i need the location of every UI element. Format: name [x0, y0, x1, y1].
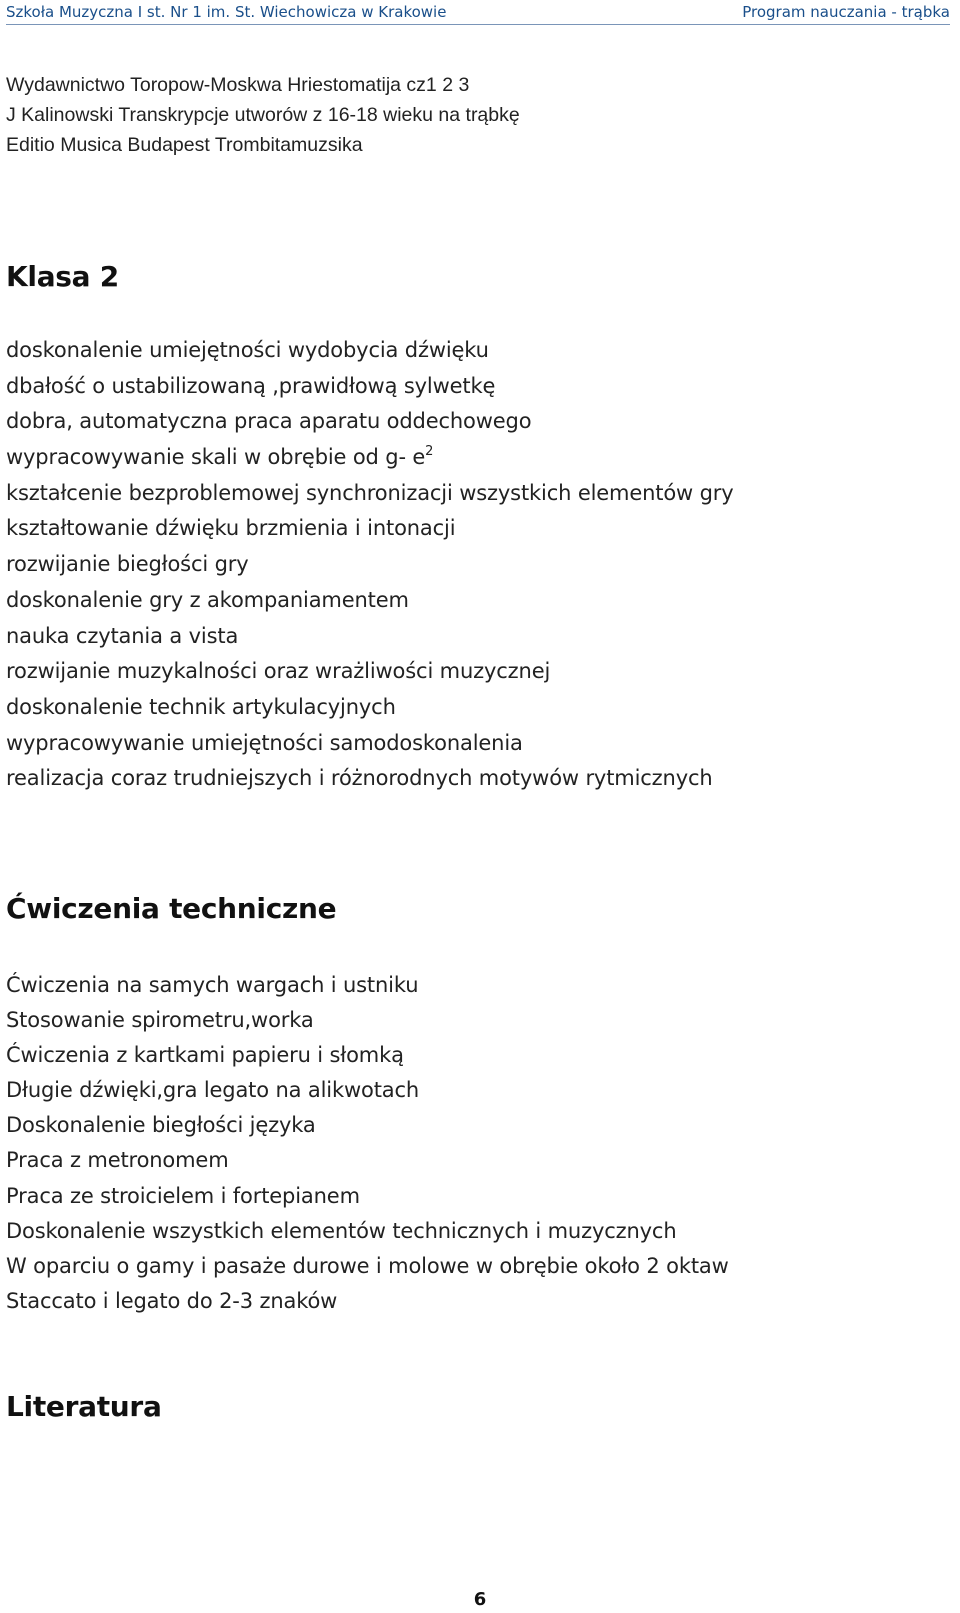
- goal-item: doskonalenie gry z akompaniamentem: [6, 587, 409, 612]
- goal-item: doskonalenie technik artykulacyjnych: [6, 694, 396, 719]
- section-heading-klasa: Klasa 2: [6, 260, 119, 293]
- page-number: 6: [473, 1589, 487, 1610]
- exercises-list: [6, 968, 729, 1319]
- goal-item: rozwijanie biegłości gry: [6, 552, 249, 577]
- goals-list: [6, 333, 734, 797]
- header-school-name: Szkoła Muzyczna I st. Nr 1 im. St. Wiechowicza w Krakowie: [6, 3, 447, 21]
- exercise-item: Stosowanie spirometru,worka: [6, 1008, 314, 1033]
- section-heading-literature: Literatura: [6, 1390, 162, 1423]
- goal-item: doskonalenie umiejętności wydobycia dźwięku: [6, 338, 489, 362]
- goal-item: wypracowywanie skali w obrębie od g- $e^2$: [6, 444, 434, 470]
- goal-item: dobra, automatyczna praca aparatu oddechowego: [6, 409, 532, 434]
- goal-item: nauka czytania a vista: [6, 623, 239, 648]
- goal-item: kształtowanie dźwięku brzmienia i intonacji: [6, 516, 456, 541]
- exercise-item: Długie dźwięki,gra legato na alikwotach: [6, 1078, 420, 1103]
- page-header: [6, 0, 950, 25]
- goal-item: kształcenie bezproblemowej synchronizacji wszystkich elementów gry: [6, 480, 734, 505]
- reference-item: Wydawnictwo Toropow-Moskwa Hriestomatija cz1 2 3: [6, 74, 470, 96]
- reference-item: J Kalinowski Transkrypcje utworów z 16-18 wieku na trąbkę: [6, 104, 520, 126]
- goal-item: dbałość o ustabilizowaną ,prawidłową sylwetkę: [6, 373, 496, 398]
- exercise-item: W oparciu o gamy i pasaże durowe i molowe w obrębie około 2 oktaw: [6, 1253, 729, 1278]
- superscript: 2: [425, 444, 434, 460]
- section-heading-exercises: Ćwiczenia techniczne: [6, 892, 337, 925]
- goal-item: wypracowywanie umiejętności samodoskonalenia: [6, 730, 523, 755]
- goal-item: realizacja coraz trudniejszych i różnorodnych motywów rytmicznych: [6, 766, 713, 791]
- exercise-item: Ćwiczenia na samych wargach i ustniku: [6, 973, 419, 997]
- exercise-item: Staccato i legato do 2-3 znaków: [6, 1288, 338, 1313]
- header-program-title: Program nauczania - trąbka: [742, 3, 950, 21]
- exercise-item: Doskonalenie biegłości języka: [6, 1113, 316, 1138]
- exercise-item: Doskonalenie wszystkich elementów technicznych i muzycznych: [6, 1218, 677, 1243]
- exercise-item: Ćwiczenia z kartkami papieru i słomką: [6, 1043, 404, 1068]
- exercise-item: Praca ze stroicielem i fortepianem: [6, 1183, 360, 1208]
- goal-item: rozwijanie muzykalności oraz wrażliwości muzycznej: [6, 659, 551, 684]
- reference-item: Editio Musica Budapest Trombitamuzsika: [6, 134, 363, 156]
- exercise-item: Praca z metronomem: [6, 1148, 229, 1173]
- reference-list: [6, 70, 520, 160]
